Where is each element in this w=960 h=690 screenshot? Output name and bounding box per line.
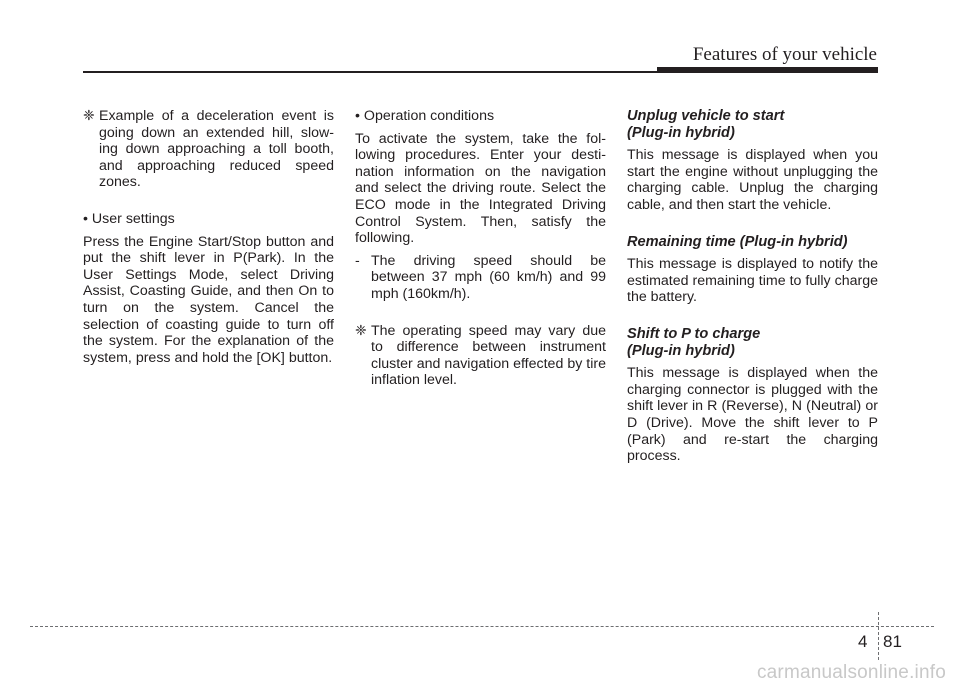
heading-line-1: Unplug vehicle to start (627, 108, 785, 124)
heading-line-2: (Plug-in hybrid) (627, 124, 735, 141)
bullet-user-settings (83, 211, 334, 228)
section-body-unplug: This message is displayed when you start the engine without unplugging the charging cable. Unplug the charging cable, and then start the vehicle. (627, 147, 878, 213)
column-middle (355, 108, 606, 409)
section-body-shift-to-p: This message is displayed when the charging connector is plugged with the shift lever in R (Reverse), N (Neutral) or D (Drive). Move the shift lever to P (Park) and re-start the charging process. (627, 365, 878, 465)
section-body-remaining-time: This message is displayed to notify the estimated remaining time to fully charge the battery. (627, 256, 878, 306)
watermark-text: carmanualsonline.info (756, 662, 946, 683)
section-heading-remaining-time (627, 234, 878, 251)
note-deceleration (83, 108, 334, 191)
note-text: The operating speed may vary due to difference between instrument cluster and navigation effected by tire inflation level. (371, 322, 606, 389)
heading-line-1: Shift to P to charge (627, 325, 761, 342)
page-header-title: Features of your vehicle (692, 44, 877, 65)
bullet-icon: • (83, 210, 88, 227)
bullet-label: Operation conditions (363, 108, 495, 124)
bullet-icon: • (355, 108, 360, 124)
note-mark-icon: ❈ (83, 108, 95, 124)
section-heading-unplug (627, 108, 878, 141)
operation-conditions-paragraph: To activate the system, take the fol-lowing procedures. Enter your desti-nation information on the navigation and select the driving route. Select the ECO mode in the Integrated Driving Control System. Then, satisfy the following. (355, 130, 606, 247)
footer-rule (30, 626, 934, 627)
page-number: 81 (883, 632, 902, 651)
section-heading-shift-to-p (627, 326, 878, 359)
column-right (627, 108, 878, 471)
footer-divider (878, 612, 879, 660)
dash-mark: - (355, 252, 360, 269)
dash-text: The driving speed should be between 37 mph (60 km/h) and 99 mph (160km/h). (371, 252, 606, 302)
column-left (83, 108, 334, 372)
note-mark-icon: ❈ (355, 322, 367, 339)
header-rule (83, 71, 657, 73)
heading-line-2: (Plug-in hybrid) (627, 342, 735, 359)
chapter-number: 4 (858, 632, 868, 651)
bullet-label: User settings (91, 210, 175, 227)
note-operating-speed (355, 323, 606, 389)
user-settings-paragraph: Press the Engine Start/Stop button and put the shift lever in P(Park). In the User Settings Mode, select Driving Assist, Coasting Guide, and then On to turn on the system. Cancel the selection of coasting guide to turn off the system. For the explanation of the system, press and hold the [OK] button. (83, 233, 334, 366)
header-rule-accent (657, 67, 878, 73)
heading-line-1: Remaining time (Plug-in hybrid) (627, 233, 848, 250)
dash-item-speed (355, 253, 606, 303)
note-text: Example of a deceleration event is going down an extended hill, slow-ing down approaching a toll booth, and approaching reduced speed zones. (99, 108, 334, 191)
bullet-operation-conditions (355, 108, 606, 125)
